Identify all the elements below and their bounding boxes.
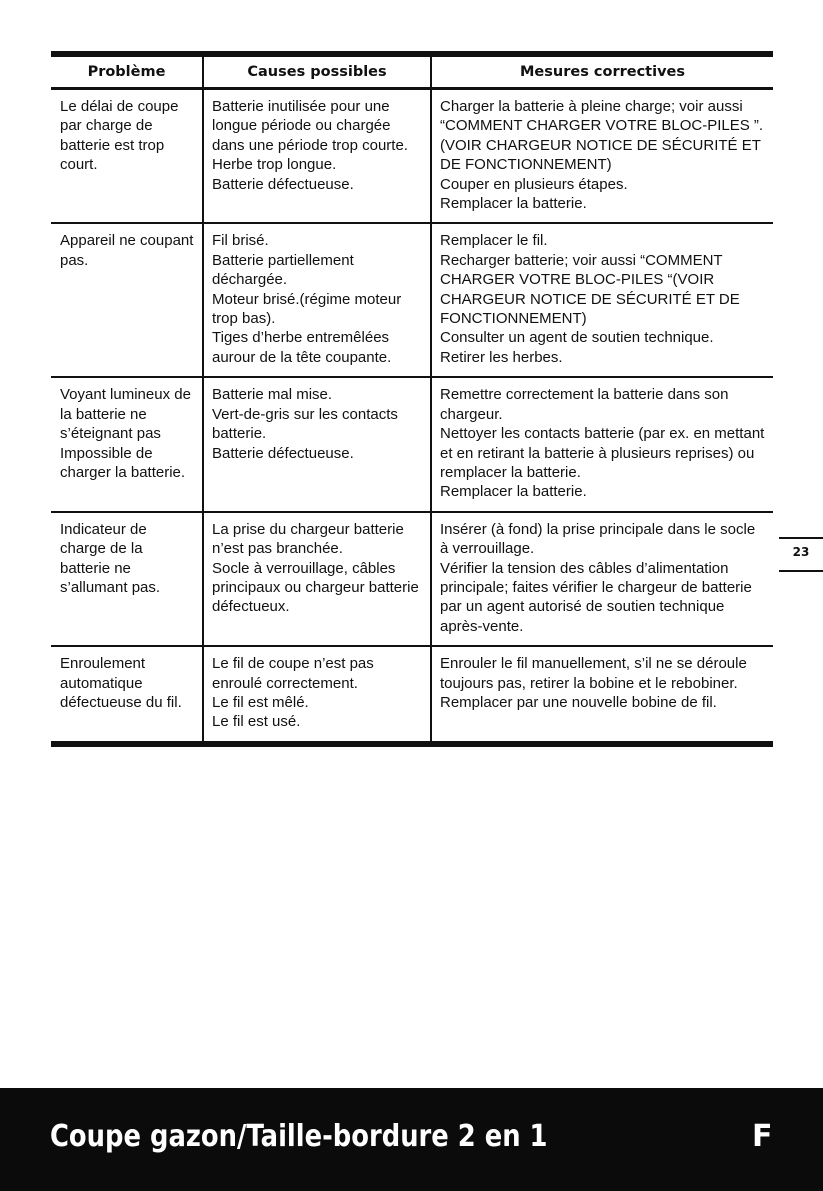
cell-probleme: Enroulement automatique défectueuse du fil. xyxy=(60,655,182,711)
cell-causes: Le fil de coupe n’est pas enroulé correctement. Le fil est mêlé. Le fil est usé. xyxy=(203,646,431,744)
cell-mesures: Insérer (à fond) la prise principale dans le socle à verrouillage. Vérifier la tension des câbles d’alimentation principale; faites vérifier le chargeur de batterie par un agent autorisé de soutien technique après-vente. xyxy=(431,512,773,646)
table-row xyxy=(51,223,773,377)
cell-probleme: Voyant lumineux de la batterie ne s’éteignant pas Impossible de charger la batterie. xyxy=(51,377,203,511)
page-number-rule-top xyxy=(779,537,823,539)
cell-causes: Batterie mal mise. Vert-de-gris sur les contacts batterie. Batterie défectueuse. xyxy=(203,377,431,511)
header-mesures: Mesures correctives xyxy=(431,54,773,89)
cell-mesures: Enrouler le fil manuellement, s’il ne se déroule toujours pas, retirer la bobine et le rebobiner. Remplacer par une nouvelle bobine de fil. xyxy=(431,646,773,744)
table-header-row xyxy=(51,54,773,89)
header-causes: Causes possibles xyxy=(203,54,431,89)
cell-mesures: Charger la batterie à pleine charge; voir aussi “COMMENT CHARGER VOTRE BLOC-PILES ”. (VOIR CHARGEUR NOTICE DE SÉCURITÉ ET DE FONCTIONNEMENT) Couper en plusieurs étapes. Remplacer la batterie. xyxy=(431,89,773,224)
table-row xyxy=(51,377,773,511)
header-probleme: Problème xyxy=(51,54,203,89)
cell-probleme: Le délai de coupe par charge de batterie est trop court. xyxy=(51,89,203,224)
cell-causes: Batterie inutilisée pour une longue période ou chargée dans une période trop courte. Herbe trop longue. Batterie défectueuse. xyxy=(203,89,431,224)
troubleshooting-table xyxy=(51,51,773,747)
table-row xyxy=(51,89,773,224)
cell-mesures: Remettre correctement la batterie dans son chargeur. Nettoyer les contacts batterie (par ex. en mettant et en retirant la batterie à plusieurs reprises) ou remplacer la batterie. Remplacer la batterie. xyxy=(431,377,773,511)
page-number: 23 xyxy=(792,545,810,559)
cell-mesures: Remplacer le fil. Recharger batterie; voir aussi “COMMENT CHARGER VOTRE BLOC-PILES “(VOIR CHARGEUR NOTICE DE SÉCURITÉ ET DE FONCTIONNEMENT) Consulter un agent de soutien technique. Retirer les herbes. xyxy=(431,223,773,377)
page-number-rule-bottom xyxy=(779,570,823,572)
cell-causes: La prise du chargeur batterie n’est pas branchée. Socle à verrouillage, câbles principaux ou chargeur batterie défectueux. xyxy=(203,512,431,646)
cell-causes: Fil brisé. Batterie partiellement déchargée. Moteur brisé.(régime moteur trop bas). Tiges d’herbe entremêlées aurour de la tête coupante. xyxy=(203,223,431,377)
table-row xyxy=(51,646,773,744)
table-row xyxy=(51,512,773,646)
footer-title: Coupe gazon/Taille-bordure 2 en 1 xyxy=(50,1119,548,1154)
cell-probleme: Indicateur de charge de la batterie ne s’allumant pas. xyxy=(51,512,203,646)
cell-probleme: Appareil ne coupant pas. xyxy=(51,223,203,377)
footer-language-code: F xyxy=(752,1119,773,1154)
